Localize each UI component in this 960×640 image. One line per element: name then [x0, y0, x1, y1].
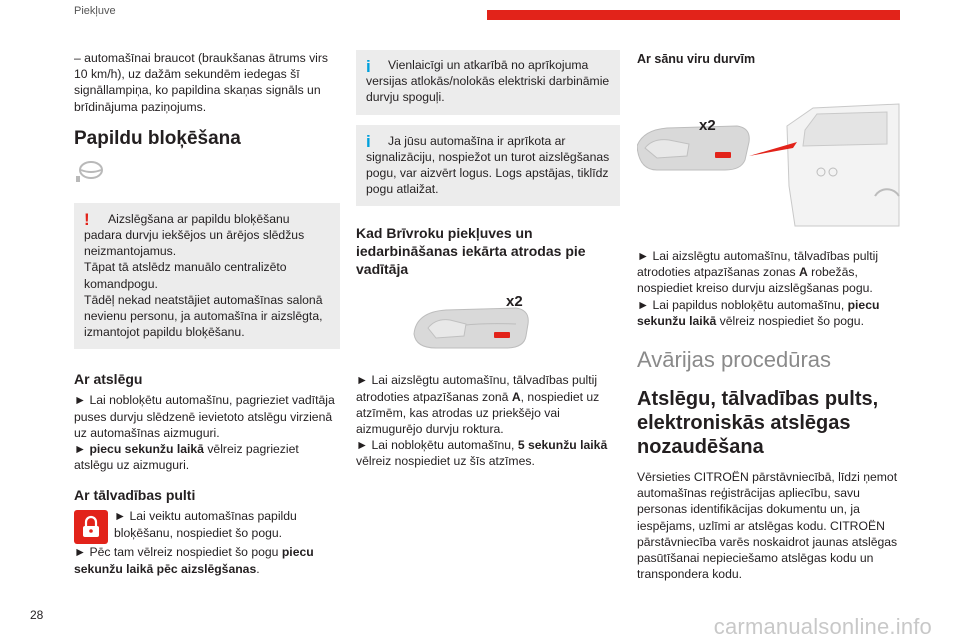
warning-box	[74, 203, 340, 350]
remote-block	[74, 508, 340, 576]
info-box-mirrors	[356, 50, 620, 115]
subheading-sliding-door: Ar sānu viru durvīm	[637, 52, 756, 66]
warning-line-2: Tāpat tā atslēdz manuālo centralizēto komandpogu.	[84, 260, 287, 291]
subheading-key: Ar atslēgu	[74, 371, 143, 388]
info-text-1: Vienlaicīgi un atkarībā no aprīkojuma versijas atlokās/nolokās elektriski darbināmie durvju spoguļi.	[366, 58, 610, 105]
svg-text:x2: x2	[699, 117, 716, 134]
running-header: Piekļuve	[74, 5, 116, 17]
section-heading-papildu: Papildu bloķēšana	[74, 127, 241, 149]
info-text-2: Ja jūsu automašīna ir aprīkota ar signalizāciju, nospiežot un turot aizslēgšanas pogu, var aizvērt logus. Logs apstājas, tiklīdz pogu atlaižat.	[366, 133, 610, 197]
column-2	[356, 50, 620, 470]
sliding-door-x2-illustration	[637, 86, 901, 228]
watermark: carmanualsonline.info	[713, 614, 932, 639]
steering-wheel-icon	[74, 160, 104, 184]
header-accent-bar	[487, 10, 900, 20]
column-1	[74, 50, 340, 577]
subheading-remote: Ar tālvadības pulti	[74, 487, 196, 504]
column-3	[637, 50, 901, 582]
lock-button-icon	[74, 510, 108, 544]
key-paragraph-1: ► Lai nobloķētu automašīnu, pagrieziet vadītāja puses durvju slēdzenē ievietoto atslēgu virzienā uz automašīnas aizmuguri.	[74, 393, 335, 440]
door-handle-x2-illustration	[406, 294, 546, 358]
sliding-paragraph-1: ► Lai aizslēgtu automašīnu, tālvadības pultij atrodoties atpazīšanas zonas A robežās, nospiediet kreiso durvju aizslēgšanas pogu.	[637, 249, 879, 296]
intro-paragraph: – automašīnai braucot (braukšanas ātrums virs 10 km/h), uz dažām sekundēm iedegas šī signāllampiņa, ko papildina skaņas signāls un brīdinājuma paziņojums.	[74, 51, 329, 114]
info-box-windows	[356, 125, 620, 207]
remote-paragraph-2: ► Pēc tam vēlreiz nospiediet šo pogu piecu sekunžu laikā pēc aizslēgšanas.	[74, 545, 314, 576]
subheading-handsfree: Kad Brīvroku piekļuves un iedarbināšanas iekārta atrodas pie vadītāja	[356, 225, 586, 278]
warning-line-1: Aizslēgšana ar papildu bloķēšanu padara durvju iekšējos un ārējos slēdžus neizmantojamus.	[84, 211, 305, 259]
info-icon: i	[366, 57, 371, 76]
page-number: 28	[30, 608, 44, 622]
handsfree-paragraph-1: ► Lai aizslēgtu automašīnu, tālvadības pultij atrodoties atpazīšanas zonā A, nospiediet uz atzīmēm, kas atrodas uz priekšējo vai aizmugurējo durvju roktura.	[356, 373, 600, 437]
warning-line-3: Tādēļ nekad neatstājiet automašīnas salonā nevienu personu, ja automašīna ir aizslēgta, izmantojot papildu bloķēšanu.	[84, 292, 323, 340]
remote-paragraph-1: ► Lai veiktu automašīnas papildu bloķēšanu, nospiediet šo pogu.	[114, 509, 297, 540]
key-paragraph-2: ► piecu sekunžu laikā vēlreiz pagrieziet atslēgu uz aizmuguri.	[74, 442, 299, 473]
warning-exclamation-icon: !	[84, 209, 90, 229]
heading-lost-keys: Atslēgu, tālvadības pults, elektroniskās atslēgas nozaudēšana	[637, 388, 879, 459]
info-icon: i	[366, 131, 371, 151]
sliding-paragraph-2: ► Lai papildus nobloķētu automašīnu, piecu sekunžu laikā vēlreiz nospiediet šo pogu.	[637, 297, 880, 328]
handsfree-paragraph-2: ► Lai nobloķētu automašīnu, 5 sekunžu laikā vēlreiz nospiediet uz šīs atzīmes.	[356, 438, 608, 469]
lost-keys-paragraph: Vērsieties CITROËN pārstāvniecībā, līdzi ņemot automašīnas reģistrācijas apliecību, savu personas identifikācijas dokumentu un, ja iespējams, uzlīmi ar atslēgas kodu. CITROËN pārstāvniecība varēs noskaidrot jaunas atslēgas pasūtīšanai nepieciešamo atslēgas kodu un transpondera kodu.	[637, 470, 898, 582]
section-title-emergency: Avārijas procedūras	[637, 347, 832, 373]
svg-text:x2: x2	[506, 294, 523, 311]
